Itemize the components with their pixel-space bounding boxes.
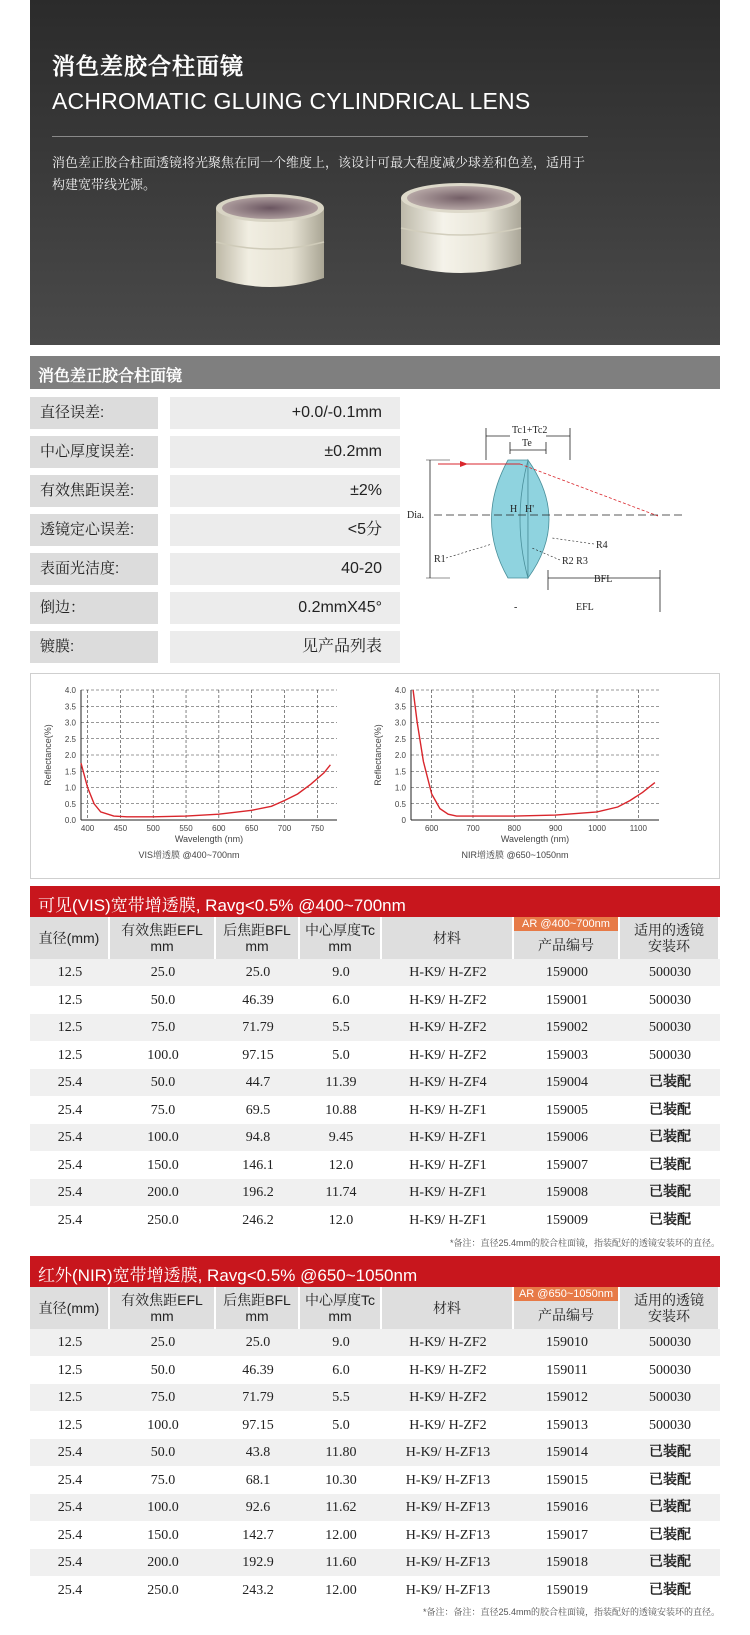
table-row: [30, 1124, 720, 1151]
table-row: [30, 1069, 720, 1096]
table-cell: H-K9/ H-ZF2: [409, 1417, 487, 1433]
table-header-text: 中心厚度Tc mm: [305, 922, 375, 954]
table-cell: 75.0: [150, 1472, 176, 1488]
table-row: [30, 1207, 720, 1234]
table-cell: 500030: [649, 1390, 691, 1406]
chart-y-tick-label: 0: [401, 816, 406, 825]
table-cell: H-K9/ H-ZF2: [409, 1362, 487, 1378]
chart-x-axis-label: Wavelength (nm): [174, 834, 244, 844]
table-cell: 159003: [546, 1047, 588, 1063]
table-cell: 250.0: [147, 1582, 179, 1598]
table-cell: 75.0: [150, 1102, 176, 1118]
table-cell: 192.9: [242, 1555, 274, 1571]
table-row: [30, 1014, 720, 1041]
table-cell: 159001: [546, 992, 588, 1008]
table-row: [30, 987, 720, 1014]
table-cell: H-K9/ H-ZF13: [405, 1500, 491, 1516]
table-header-text: 产品编号: [538, 1307, 594, 1323]
chart-y-axis-label: Reflectance(%): [373, 724, 383, 786]
spec-row: [30, 631, 400, 663]
table-header-cell: [514, 917, 620, 959]
table-cell: 500030: [649, 1020, 691, 1036]
spec-row: [30, 514, 400, 546]
table-cell: 25.0: [245, 965, 271, 980]
spec-label: 镀膜:: [30, 631, 158, 663]
chart-y-tick-label: 1.0: [64, 783, 76, 793]
chart-y-tick-label: 3.0: [64, 718, 76, 728]
table-row: [30, 1522, 720, 1549]
spec-value: ±2%: [170, 475, 400, 507]
table-cell: 25.4: [57, 1185, 83, 1201]
table-row: [30, 1494, 720, 1521]
table-header-text: 材料: [433, 930, 461, 946]
table-header-text: 直径(mm): [38, 1300, 100, 1316]
table-header-text: 材料: [433, 1300, 461, 1316]
chart-x-tick-label: 400: [80, 824, 95, 833]
chart-y-tick-label: 2.5: [394, 734, 406, 744]
table-cell: 25.4: [57, 1075, 83, 1091]
diagram-label-r2r3: R2 R3: [562, 556, 588, 567]
table-cell: 已装配: [649, 1101, 691, 1118]
table-cell: 已装配: [649, 1184, 691, 1201]
table-cell: 9.0: [332, 965, 350, 980]
chart-y-tick-label: 1.5: [64, 767, 76, 777]
chart-y-tick-label: 2.0: [394, 751, 406, 760]
vis-table-title: 可见(VIS)宽带增透膜, Ravg<0.5% @400~700nm: [38, 896, 406, 915]
table-cell: 25.4: [57, 1555, 83, 1571]
table-cell: 12.5: [57, 965, 83, 980]
chart-x-axis-label: Wavelength (nm): [500, 834, 570, 844]
table-cell: 500030: [649, 992, 691, 1008]
table-cell: 159008: [546, 1185, 588, 1201]
table-header-cell: [110, 917, 216, 959]
table-header-cell: [514, 1287, 620, 1329]
table-cell: 12.5: [57, 1020, 83, 1036]
table-cell: 159010: [546, 1335, 588, 1350]
table-row: [30, 1357, 720, 1384]
spec-label: 透镜定心误差:: [30, 514, 158, 546]
table-cell: 6.0: [332, 1362, 350, 1378]
table-row: [30, 1412, 720, 1439]
table-header-text: 有效焦距EFL mm: [121, 1292, 203, 1324]
table-cell: 已装配: [649, 1526, 691, 1543]
diagram-label-tc: Tc1+Tc2: [512, 425, 548, 436]
chart-y-tick-label: 0.5: [394, 799, 406, 809]
table-row: [30, 1384, 720, 1411]
diagram-label-h: H: [510, 504, 518, 515]
table-cell: 500030: [649, 1047, 691, 1063]
table-cell: 11.62: [325, 1500, 357, 1516]
table-cell: 200.0: [147, 1185, 179, 1201]
chart-title: VIS增透膜 @400~700nm: [138, 850, 240, 860]
diagram-label-r4: R4: [596, 540, 608, 551]
spec-label: 直径误差:: [30, 397, 158, 429]
table-cell: 159011: [546, 1362, 588, 1378]
chart-y-tick-label: 2.5: [64, 734, 76, 744]
diagram-label-dia: Dia.: [407, 510, 424, 521]
table-cell: 159017: [546, 1527, 588, 1543]
table-cell: H-K9/ H-ZF2: [409, 1020, 487, 1036]
table-cell: 159006: [546, 1130, 588, 1146]
table-cell: 250.0: [147, 1212, 179, 1228]
vis-table-note: *备注：直径25.4mm的胶合柱面镜，指装配好的透镜安装环的直径。: [449, 1238, 720, 1248]
table-cell: 5.5: [332, 1390, 350, 1406]
table-cell: 97.15: [242, 1047, 274, 1063]
table-cell: 12.5: [57, 1047, 83, 1063]
table-cell: 159016: [546, 1500, 588, 1516]
table-row: [30, 1179, 720, 1206]
spec-value: 40-20: [170, 553, 400, 585]
chart-y-tick-label: 3.5: [64, 702, 76, 712]
table-header-cell: [30, 1287, 110, 1329]
table-cell: 已装配: [649, 1211, 691, 1228]
table-cell: 10.30: [325, 1472, 357, 1488]
table-cell: 11.39: [325, 1075, 357, 1091]
chart-x-tick-label: 650: [244, 824, 259, 833]
chart-x-tick-label: 600: [212, 824, 226, 833]
vis-table-title-bar: [30, 886, 720, 917]
table-header-cell: [620, 1287, 720, 1329]
table-header-text: 中心厚度Tc mm: [305, 1292, 375, 1324]
spec-row: [30, 553, 400, 585]
table-cell: 142.7: [242, 1527, 274, 1543]
chart-y-axis-label: Reflectance(%): [43, 724, 53, 786]
table-cell: 12.0: [328, 1212, 354, 1228]
table-cell: 25.4: [57, 1157, 83, 1173]
table-cell: 12.00: [325, 1527, 357, 1543]
table-header-text: 适用的透镜 安装环: [634, 1292, 704, 1324]
table-cell: H-K9/ H-ZF13: [405, 1472, 491, 1488]
table-cell: 25.4: [57, 1500, 83, 1516]
table-cell: 68.1: [245, 1472, 271, 1488]
table-cell: 500030: [649, 965, 691, 980]
table-cell: 97.15: [242, 1417, 274, 1433]
table-cell: 25.0: [245, 1335, 271, 1350]
table-header-cell: [620, 917, 720, 959]
hero-title-en: ACHROMATIC GLUING CYLINDRICAL LENS: [52, 88, 531, 114]
chart-y-tick-label: 1.5: [394, 767, 406, 777]
chart-y-tick-label: 3.0: [394, 718, 406, 728]
table-cell: 44.7: [245, 1075, 271, 1091]
table-cell: 11.60: [325, 1555, 357, 1571]
chart-y-tick-label: 1.0: [394, 783, 406, 793]
chart-x-tick-label: 1100: [629, 824, 647, 833]
table-cell: 已装配: [649, 1499, 691, 1516]
table-cell: 25.4: [57, 1102, 83, 1118]
diagram-label-efl: EFL: [576, 602, 594, 613]
table-cell: 43.8: [245, 1445, 271, 1461]
table-row: [30, 1439, 720, 1466]
chart-title: NIR增透膜 @650~1050nm: [461, 850, 569, 860]
table-cell: 75.0: [150, 1390, 176, 1406]
table-cell: 9.45: [328, 1130, 354, 1146]
table-cell: 9.0: [332, 1335, 350, 1350]
table-header-cell: [300, 917, 382, 959]
table-header-text: 有效焦距EFL mm: [121, 922, 203, 954]
table-cell: 200.0: [147, 1555, 179, 1571]
table-cell: 已装配: [649, 1129, 691, 1146]
table-row: [30, 1577, 720, 1604]
table-cell: 50.0: [150, 992, 176, 1008]
spec-row: [30, 475, 400, 507]
table-cell: 50.0: [150, 1445, 176, 1461]
table-cell: 159012: [546, 1390, 588, 1406]
table-cell: 12.5: [57, 1417, 83, 1433]
table-cell: 159002: [546, 1020, 588, 1036]
table-cell: 159014: [546, 1445, 588, 1461]
chart-x-tick-label: 500: [146, 824, 160, 833]
table-cell: 5.0: [332, 1417, 350, 1433]
table-cell: 50.0: [150, 1075, 176, 1091]
spec-label: 有效焦距误差:: [30, 475, 158, 507]
chart-x-tick-label: 450: [113, 824, 128, 833]
reflectance-chart-svg: [31, 674, 719, 878]
table-cell: 69.5: [245, 1102, 271, 1118]
table-cell: H-K9/ H-ZF13: [405, 1582, 491, 1598]
table-cell: 92.6: [245, 1500, 271, 1516]
lens-photo-right: [396, 178, 526, 288]
spec-value: 见产品列表: [170, 631, 400, 663]
table-header-cell: [30, 917, 110, 959]
table-cell: 75.0: [150, 1020, 176, 1036]
table-cell: 246.2: [242, 1212, 274, 1228]
table-cell: 50.0: [150, 1362, 176, 1378]
nir-table-header: [30, 1287, 720, 1329]
table-cell: H-K9/ H-ZF2: [409, 1047, 487, 1063]
chart-y-tick-label: 4.0: [64, 686, 76, 695]
table-cell: 500030: [649, 1335, 691, 1350]
table-cell: 46.39: [242, 1362, 274, 1378]
nir-table-note: *备注：备注：直径25.4mm的胶合柱面镜，指装配好的透镜安装环的直径。: [422, 1607, 720, 1617]
table-header-cell: [216, 1287, 300, 1329]
spec-value: <5分: [170, 514, 400, 546]
table-cell: 71.79: [242, 1390, 274, 1406]
table-cell: 196.2: [242, 1185, 274, 1201]
table-row: [30, 1329, 720, 1356]
table-cell: 100.0: [147, 1417, 179, 1433]
diagram-label-dash: -: [514, 602, 518, 613]
table-cell: 94.8: [245, 1130, 271, 1146]
table-cell: 159019: [546, 1582, 588, 1598]
table-cell: 159007: [546, 1157, 588, 1173]
lens-photo-left: [210, 190, 330, 300]
table-cell: 12.5: [57, 1335, 83, 1350]
spec-section-title: 消色差正胶合柱面镜: [38, 368, 183, 385]
table-cell: H-K9/ H-ZF1: [409, 1102, 487, 1118]
table-cell: 46.39: [242, 992, 274, 1008]
table-cell: 146.1: [242, 1157, 274, 1173]
table-cell: H-K9/ H-ZF2: [409, 965, 487, 980]
table-cell: 25.4: [57, 1472, 83, 1488]
spec-section-header: [30, 356, 720, 389]
chart-series-line: [413, 690, 655, 816]
table-cell: 已装配: [649, 1444, 691, 1461]
chart-x-tick-label: 550: [179, 824, 193, 833]
ar-coating-tag: AR @650~1050nm: [514, 1287, 618, 1301]
table-cell: 11.74: [325, 1185, 357, 1201]
table-cell: 25.4: [57, 1445, 83, 1461]
table-header-text: 产品编号: [538, 937, 594, 953]
table-cell: 100.0: [147, 1500, 179, 1516]
vis-table-header: [30, 917, 720, 959]
table-header-text: 后焦距BFL mm: [223, 1292, 291, 1324]
table-cell: 12.5: [57, 1362, 83, 1378]
table-cell: 500030: [649, 1362, 691, 1378]
table-cell: 159015: [546, 1472, 588, 1488]
spec-value: +0.0/-0.1mm: [170, 397, 400, 429]
table-cell: 150.0: [147, 1527, 179, 1543]
table-cell: H-K9/ H-ZF1: [409, 1130, 487, 1146]
spec-label: 倒边：: [30, 592, 158, 624]
hero-banner: [30, 0, 720, 345]
chart-x-tick-label: 1000: [588, 824, 606, 833]
table-cell: 159005: [546, 1102, 588, 1118]
table-cell: 25.0: [150, 1335, 176, 1350]
table-cell: 71.79: [242, 1020, 274, 1036]
ar-coating-tag: AR @400~700nm: [514, 917, 618, 931]
table-cell: 25.4: [57, 1130, 83, 1146]
hero-divider: [52, 136, 588, 137]
table-cell: H-K9/ H-ZF4: [409, 1075, 487, 1091]
table-row: [30, 1467, 720, 1494]
table-cell: 11.80: [325, 1445, 357, 1461]
chart-x-tick-label: 900: [548, 824, 563, 833]
spec-row: [30, 592, 400, 624]
table-header-text: 后焦距BFL mm: [223, 922, 291, 954]
hero-title-cn: 消色差胶合柱面镜: [52, 53, 244, 79]
table-cell: 159004: [546, 1075, 588, 1091]
table-cell: 12.0: [328, 1157, 354, 1173]
table-cell: 12.00: [325, 1582, 357, 1598]
spec-row: [30, 436, 400, 468]
chart-x-tick-label: 800: [507, 824, 522, 833]
table-cell: 已装配: [649, 1074, 691, 1091]
table-cell: 5.0: [332, 1047, 350, 1063]
spec-row: [30, 397, 400, 429]
chart-x-tick-label: 600: [424, 824, 439, 833]
reflectance-charts: [30, 673, 720, 879]
table-cell: 12.5: [57, 992, 83, 1008]
table-cell: 12.5: [57, 1390, 83, 1406]
chart-x-tick-label: 700: [466, 824, 480, 833]
table-row: [30, 1152, 720, 1179]
table-cell: 500030: [649, 1417, 691, 1433]
table-cell: 10.88: [325, 1102, 357, 1118]
table-cell: 5.5: [332, 1020, 350, 1036]
table-cell: H-K9/ H-ZF13: [405, 1445, 491, 1461]
nir-table-title-bar: [30, 1256, 720, 1287]
chart-x-tick-label: 750: [310, 824, 324, 833]
table-cell: 已装配: [649, 1581, 691, 1598]
table-row: [30, 1042, 720, 1069]
table-cell: 已装配: [649, 1554, 691, 1571]
diagram-label-bfl: BFL: [594, 574, 613, 585]
table-cell: H-K9/ H-ZF13: [405, 1527, 491, 1543]
diagram-label-r1: R1: [434, 554, 446, 565]
table-row: [30, 1549, 720, 1576]
table-header-cell: [382, 917, 514, 959]
lens-diagram: [407, 420, 720, 660]
table-cell: H-K9/ H-ZF2: [409, 1335, 487, 1350]
table-cell: 25.4: [57, 1212, 83, 1228]
table-cell: 159009: [546, 1212, 588, 1228]
table-cell: H-K9/ H-ZF1: [409, 1185, 487, 1201]
table-cell: 100.0: [147, 1047, 179, 1063]
chart-y-tick-label: 0.0: [64, 816, 76, 825]
table-row: [30, 959, 720, 986]
table-header-cell: [110, 1287, 216, 1329]
table-cell: 已装配: [649, 1156, 691, 1173]
table-cell: 100.0: [147, 1130, 179, 1146]
table-header-cell: [300, 1287, 382, 1329]
table-cell: H-K9/ H-ZF1: [409, 1212, 487, 1228]
table-cell: 25.0: [150, 965, 176, 980]
table-cell: H-K9/ H-ZF2: [409, 1390, 487, 1406]
chart-y-tick-label: 0.5: [64, 799, 76, 809]
table-cell: 159013: [546, 1417, 588, 1433]
spec-label: 表面光洁度:: [30, 553, 158, 585]
chart-x-tick-label: 700: [277, 824, 292, 833]
table-cell: H-K9/ H-ZF1: [409, 1157, 487, 1173]
table-cell: H-K9/ H-ZF2: [409, 992, 487, 1008]
chart-y-tick-label: 4.0: [394, 686, 406, 695]
table-cell: 159018: [546, 1555, 588, 1571]
table-cell: 25.4: [57, 1527, 83, 1543]
chart-y-tick-label: 3.5: [394, 702, 406, 712]
hero-description: 消色差正胶合柱面透镜将光聚焦在同一个维度上，该设计可最大程度减少球差和色差，适用于构建宽带线光源。: [52, 155, 586, 192]
table-header-cell: [216, 917, 300, 959]
table-cell: 25.4: [57, 1582, 83, 1598]
spec-label: 中心厚度误差:: [30, 436, 158, 468]
chart-y-tick-label: 2.0: [64, 751, 76, 760]
table-cell: 243.2: [242, 1582, 274, 1598]
table-header-text: 适用的透镜 安装环: [634, 922, 704, 954]
table-cell: 6.0: [332, 992, 350, 1008]
table-row: [30, 1097, 720, 1124]
table-cell: H-K9/ H-ZF13: [405, 1555, 491, 1571]
nir-table-title: 红外(NIR)宽带增透膜, Ravg<0.5% @650~1050nm: [38, 1266, 418, 1285]
table-cell: 159000: [546, 965, 588, 980]
diagram-label-te: Te: [522, 438, 532, 449]
table-header-cell: [382, 1287, 514, 1329]
table-cell: 已装配: [649, 1471, 691, 1488]
diagram-label-hp: H': [525, 504, 535, 515]
table-header-text: 直径(mm): [38, 930, 100, 946]
table-cell: 150.0: [147, 1157, 179, 1173]
spec-value: ±0.2mm: [170, 436, 400, 468]
spec-value: 0.2mmX45°: [170, 592, 400, 624]
